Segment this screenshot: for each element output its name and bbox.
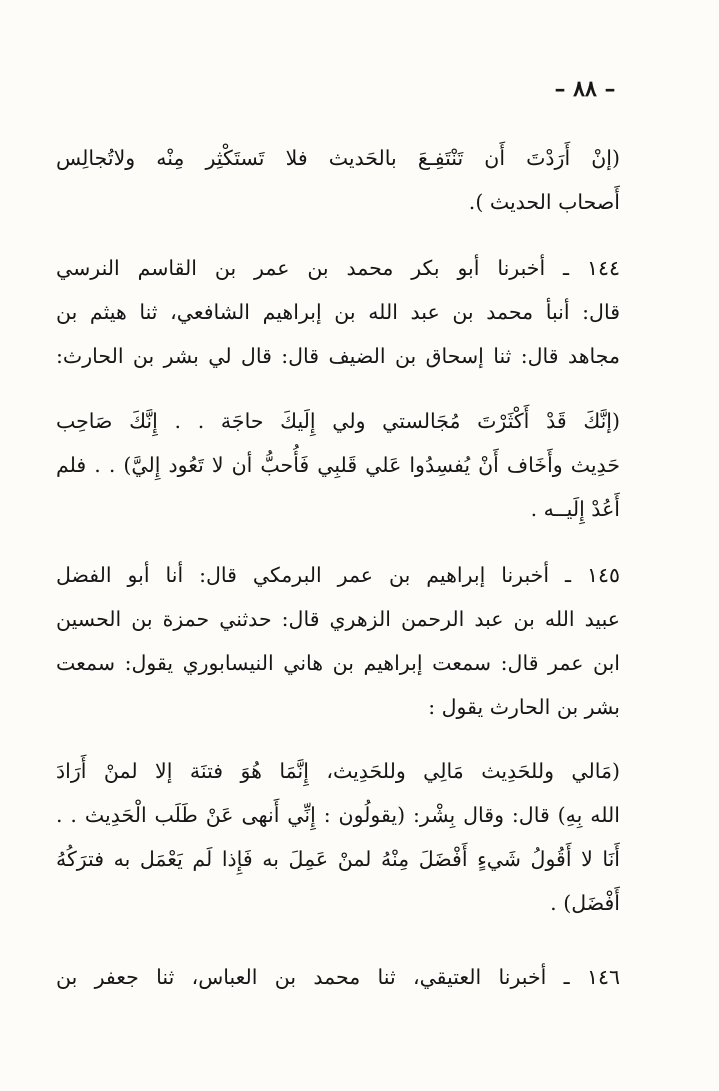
text-line: ابن عمر قال: سمعت إبراهيم بن هاني النيسابوري يقول: سمعت xyxy=(56,651,620,675)
text-line: (إنْ أَرَدْتَ أَن تَنْتَفِـعَ بالحَديث فلا تَستَكْثِر مِنْه ولاتُجالِس xyxy=(56,146,620,170)
text-line: أَعُدْ إِلَيــه . xyxy=(530,497,620,521)
text-line: الله بِهِ) قال: وقال بِشْر: (يقولُون : إِنِّي أَنهى عَنْ طَلَب الْحَدِيث . . xyxy=(56,803,620,827)
paragraph-narration-146 xyxy=(56,955,620,999)
text-line: أَفْضَل) . xyxy=(550,891,620,915)
text-line: ١٤٦ ـ أخبرنا العتيقي، ثنا محمد بن العباس، ثنا جعفر بن xyxy=(56,965,620,989)
text-line: (مَالي وللحَدِيث مَالِي وللحَدِيث، إِنَّمَا هُوَ فتنَة إلا لمنْ أَرَادَ xyxy=(56,759,620,783)
page-number: – ٨٨ – xyxy=(554,76,616,102)
text-line: أَصحاب الحديث ). xyxy=(468,190,620,214)
text-line: بشر بن الحارث يقول : xyxy=(428,695,620,719)
text-line: (إنَّكَ قَدْ أَكْثَرْتَ مُجَالستي ولي إِلَيكَ حاجَة . . إِنَّكَ صَاحِب xyxy=(56,409,620,433)
text-line: ١٤٤ ـ أخبرنا أبو بكر محمد بن عمر بن القاسم النرسي xyxy=(56,256,620,280)
paragraph-narration-144 xyxy=(56,246,620,378)
text-line: قال: أنبأ محمد بن عبد الله بن إبراهيم الشافعي، ثنا هيثم بن xyxy=(56,300,620,324)
text-line: عبيد الله بن عبد الرحمن الزهري قال: حدثني حمزة بن الحسين xyxy=(56,607,620,631)
paragraph-quote-2 xyxy=(56,399,620,531)
paragraph-quote-3 xyxy=(56,749,620,925)
text-line: مجاهد قال: ثنا إسحاق بن الضيف قال: قال لي بشر بن الحارث: xyxy=(56,344,620,368)
paragraph-quote-1 xyxy=(56,136,620,224)
text-line: حَدِيث وأَخَاف أَنْ يُفسِدُوا عَلي قَلبِي فَأُحبُّ أن لا تَعُود إِليَّ) . . فلم xyxy=(56,453,620,477)
text-line: ١٤٥ ـ أخبرنا إبراهيم بن عمر البرمكي قال: أنا أبو الفضل xyxy=(56,563,620,587)
text-line: أَنَا لا أَقُولُ شَيءٍ أَفْضَلَ مِنْهُ لمنْ عَمِلَ به فَإِذا لَم يَعْمَل به فترَكُهُ xyxy=(56,847,620,871)
paragraph-narration-145 xyxy=(56,553,620,729)
